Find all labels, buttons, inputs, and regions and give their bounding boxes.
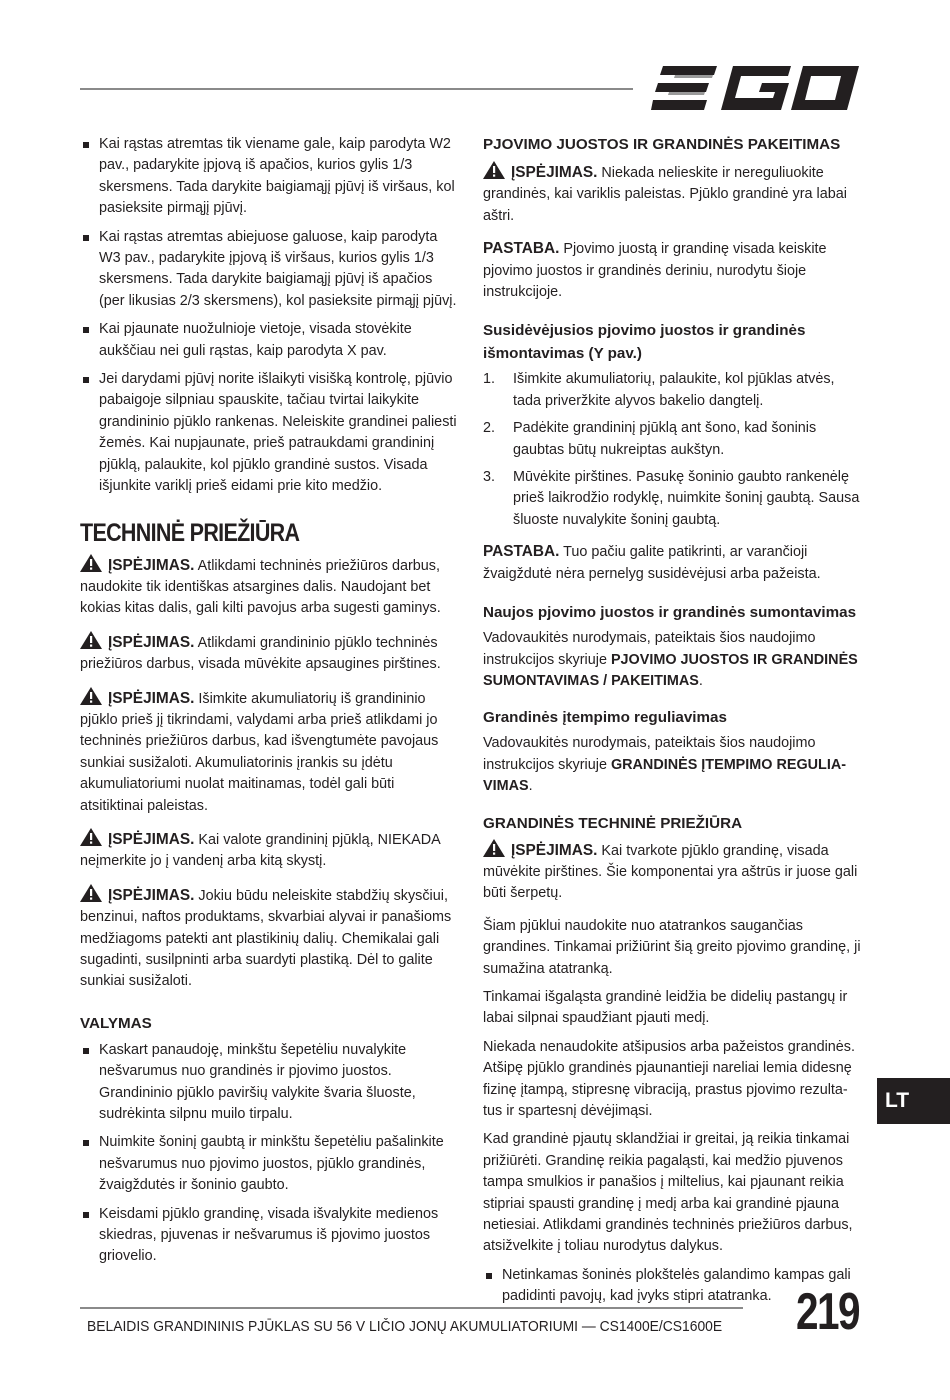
warning-icon bbox=[80, 687, 102, 705]
ego-logo bbox=[651, 64, 861, 112]
right-column bbox=[483, 134, 863, 1315]
body-paragraph: Tinkamai išgaląsta grandinė leidžia be didelių pastangų ir labai silpnai spaudžiant pjauti medį. bbox=[483, 988, 848, 1027]
maintenance-title: TECHNINĖ PRIEŽIŪRA bbox=[80, 518, 300, 547]
warning-icon bbox=[80, 554, 102, 572]
note-paragraph bbox=[483, 541, 863, 585]
tension-title: Grandinės įtempimo reguliavimas bbox=[483, 709, 727, 727]
replace-title: PJOVIMO JUOSTOS IR GRANDINĖS PAKEITIMAS bbox=[483, 136, 841, 153]
list-item: Kai rąstas atremtas abiejuose galuose, kaip parodyta W3 pav., padarykite įpjovą iš viršaus, kurios gylis 1/3 skersmens. Tada darykite baigiamąjį pjūvį iš apačios (per likusias 2/3 skersmens), kol pasieksite pirmąjį pjūvį. bbox=[80, 227, 458, 313]
step-number: 2. bbox=[483, 420, 496, 437]
note-text: Pjovimo juostą ir grandinę visada keiskite pjovimo juostos ir grandinės deriniu, nurodytu šioje instrukcijoje. bbox=[483, 241, 827, 301]
warning-icon bbox=[80, 631, 102, 649]
chain-maintenance-title: GRANDINĖS TECHNINĖ PRIEŽIŪRA bbox=[483, 814, 743, 832]
warning-text: Atlikdami grandininio pjūklo techninės priežiūros darbus, visada mūvėkite apsaugines pirštines. bbox=[80, 634, 441, 673]
tension-text: Vadovaukitės nurodymais, pateiktais šios naudojimo instrukcijos skyriuje bbox=[483, 735, 816, 773]
warning-icon bbox=[483, 161, 505, 179]
footer-title: BELAIDIS GRANDININIS PJŪKLAS SU 56 V LIČIO JONŲ AKUMULIATORIUMI — CS1400E/CS1600E bbox=[87, 1319, 723, 1335]
warning-keyword: ĮSPĖJIMAS. bbox=[108, 830, 195, 848]
install-reference: PJOVIMO JUOSTOS IR GRANDINĖS SUMONTAVIMAS / PAKEITIMAS bbox=[483, 651, 858, 689]
list-item bbox=[483, 369, 863, 412]
cleaning-title: VALYMAS bbox=[80, 1014, 152, 1032]
list-item: Kai pjaunate nuožulnioje vietoje, visada stovėkite aukščiau nei guli rąstas, kaip parodyta X pav. bbox=[80, 319, 458, 362]
warning-icon bbox=[80, 828, 102, 846]
install-text: Vadovaukitės nurodymais, pateiktais šios naudojimo instrukcijos skyriuje bbox=[483, 630, 816, 668]
note-text: Tuo pačiu galite patikrinti, ar varančioji žvaigždutė nėra pernelyg susidėvėjusi arba pažeista. bbox=[483, 544, 821, 582]
warning-text: Kai tvarkote pjūklo grandinę, visada mūvėkite pirštines. Šie komponentai yra aštrūs ir juose gali būti šerpetų. bbox=[483, 842, 858, 902]
warning-text: Jokiu būdu neleiskite stabdžių skysčiui, benzinui, naftos produktams, skvarbiai alyvai ir panašioms medžiagoms patekti ant plastikinių dalių. Chemikalai gali sugadinti, susilpninti arba suardyti plastiką. Dėl to galite sunkiai susižaloti. bbox=[80, 887, 452, 990]
removal-title: Susidėvėjusios pjovimo juostos ir grandinės išmontavimas (Y pav.) bbox=[483, 322, 806, 363]
warning-keyword: ĮSPĖJIMAS. bbox=[511, 164, 598, 181]
tension-reference: GRANDINĖS ĮTEMPIMO REGULIA-VIMAS bbox=[483, 756, 847, 795]
warning-keyword: ĮSPĖJIMAS. bbox=[108, 633, 195, 651]
list-item bbox=[483, 467, 863, 531]
left-column bbox=[80, 134, 458, 1275]
list-item bbox=[483, 418, 863, 461]
body-paragraph: Niekada nenaudokite atšipusios arba pažeistos grandinės. Atšipę pjūklo grandinės pjaunantieji nareliai lemia didesnę fizinę įtampą, stipresnę vibraciją, prastus pjovimo rezulta-tus ir spartesnį dėvėjimąsi. bbox=[483, 1038, 855, 1119]
list-item: Keisdami pjūklo grandinę, visada išvalykite medienos skiedras, pjuvenas ir nešvarumus iš pjovimo juostos griovelio. bbox=[80, 1204, 458, 1268]
footer-rule bbox=[80, 1307, 743, 1309]
warning-keyword: ĮSPĖJIMAS. bbox=[108, 556, 195, 574]
warning-paragraph bbox=[80, 631, 458, 676]
step-text: Mūvėkite pirštines. Pasukę šoninio gaubto rankenėlę prieš laikrodžio rodyklę, nuimkite šoninį gaubtą. Sausa šluoste nuvalykite šoninį gaubtą. bbox=[513, 469, 860, 528]
cleaning-bullet-list bbox=[80, 1040, 458, 1268]
warning-paragraph bbox=[483, 161, 863, 227]
install-title: Naujos pjovimo juostos ir grandinės sumontavimas bbox=[483, 604, 857, 622]
step-number: 3. bbox=[483, 469, 496, 486]
header-rule bbox=[80, 88, 633, 90]
warning-paragraph bbox=[80, 554, 458, 620]
warning-text: Kai valote grandininį pjūklą, NIEKADA neįmerkite jo į vandenį arba kitą skystį. bbox=[80, 831, 440, 870]
warning-icon bbox=[80, 884, 102, 902]
warning-paragraph bbox=[80, 884, 458, 993]
list-item: Nuimkite šoninį gaubtą ir minkštu šepetėliu pašalinkite nešvarumus nuo pjovimo juostos, pjūklo grandinės, žvaigždutės ir šoninio gaubto. bbox=[80, 1132, 458, 1196]
cutting-bullet-list bbox=[80, 134, 458, 498]
warning-keyword: ĮSPĖJIMAS. bbox=[108, 886, 195, 904]
warning-paragraph bbox=[80, 828, 458, 873]
body-paragraph: Šiam pjūklui naudokite nuo atatrankos saugančias grandines. Tinkamai prižiūrint šią greito pjovimo grandinę, ji sumažina atatranką. bbox=[483, 917, 861, 977]
removal-steps bbox=[483, 369, 863, 531]
list-item: Kaskart panaudoję, minkštu šepetėliu nuvalykite nešvarumus nuo grandinės ir pjovimo juostos. Grandininio pjūklo paviršių valykite švaria šluoste, sudrėkinta silpnu muilo tirpalu. bbox=[80, 1040, 458, 1126]
warning-keyword: ĮSPĖJIMAS. bbox=[108, 689, 195, 707]
note-keyword: PASTABA. bbox=[483, 240, 560, 258]
warning-text: Niekada nelieskite ir nereguliuokite grandinės, kai variklis paleistas. Pjūklo grandinė yra labai aštri. bbox=[483, 165, 847, 224]
warning-paragraph bbox=[80, 687, 458, 817]
warning-paragraph bbox=[483, 839, 863, 905]
step-text: Padėkite grandininį pjūklą ant šono, kad šoninis gaubtas būtų nukreiptas aukštyn. bbox=[513, 420, 817, 458]
page-number: 219 bbox=[796, 1283, 859, 1341]
note-keyword: PASTABA. bbox=[483, 543, 560, 561]
list-item: Netinkamas šoninės plokštelės galandimo kampas gali padidinti pavojų, kad įvyks stipri atatranka. bbox=[483, 1265, 863, 1308]
warning-keyword: ĮSPĖJIMAS. bbox=[511, 841, 598, 859]
language-tab: LT bbox=[877, 1078, 950, 1124]
warning-icon bbox=[483, 839, 505, 857]
install-paragraph: Vadovaukitės nurodymais, pateiktais šios naudojimo instrukcijos skyriuje PJOVIMO JUOSTOS IR GRANDINĖS SUMONTAVIMAS / PAKEITIMAS. bbox=[483, 630, 858, 689]
note-paragraph bbox=[483, 238, 863, 303]
list-item: Kai rąstas atremtas tik viename gale, kaip parodyta W2 pav., padarykite įpjovą iš apačios, kurios gylis 1/3 skersmens. Tada darykite baigiamąjį pjūvį iš viršaus, kol pasieksite pirmąjį pjūvį. bbox=[80, 134, 458, 220]
body-paragraph: Kad grandinė pjautų sklandžiai ir greitai, ją reikia tinkamai prižiūrėti. Grandinę reikia pagaląsti, kai medžio pjuvenos tampa smulkios ir panašios į miltelius, kai pjaunant reikia stipriai spausti grandinę į medį arba kai grandinė pjauna netiesiai. Atlikdami grandinės techninės priežiūros darbus, atsižvelkite į toliau nurodytus dalykus. bbox=[483, 1131, 853, 1255]
tension-paragraph: Vadovaukitės nurodymais, pateiktais šios naudojimo instrukcijos skyriuje GRANDINĖS ĮTEMPIMO REGULIA-VIMAS. bbox=[483, 735, 847, 795]
list-item: Jei darydami pjūvį norite išlaikyti visišką kontrolę, pjūvio pabaigoje silpniau spauskite, tačiau tvirtai laikykite grandininio pjūklo rankenas. Neleiskite grandinei paliesti žemės. Kai nupjaunate, prieš patraukdami grandininį pjūklą, palaukite, kol pjūklo grandinė sustos. Visada išjunkite variklį prieš eidami prie kito medžio. bbox=[80, 369, 458, 497]
warning-text: Atlikdami techninės priežiūros darbus, naudokite tik identiškas atsargines dalis. Naudojant bet kokias kitas dalis, gali kilti pavojus arba sugesti gaminys. bbox=[80, 557, 441, 617]
warning-text: Išimkite akumuliatorių iš grandininio pjūklo prieš jį tikrindami, valydami arba prieš atlikdami jo techninės priežiūros darbus, kad išvengtumėte pavojaus sunkiai susižaloti. Akumuliatorinis įrankis su įdėtu akumuliatoriumi nuolat maitinamas, todėl gali būti atsitiktinai paleistas. bbox=[80, 690, 439, 814]
step-number: 1. bbox=[483, 371, 496, 388]
step-text: Išimkite akumuliatorių, palaukite, kol pjūklas atvės, tada priveržkite alyvos bakelio dangtelį. bbox=[513, 371, 835, 409]
